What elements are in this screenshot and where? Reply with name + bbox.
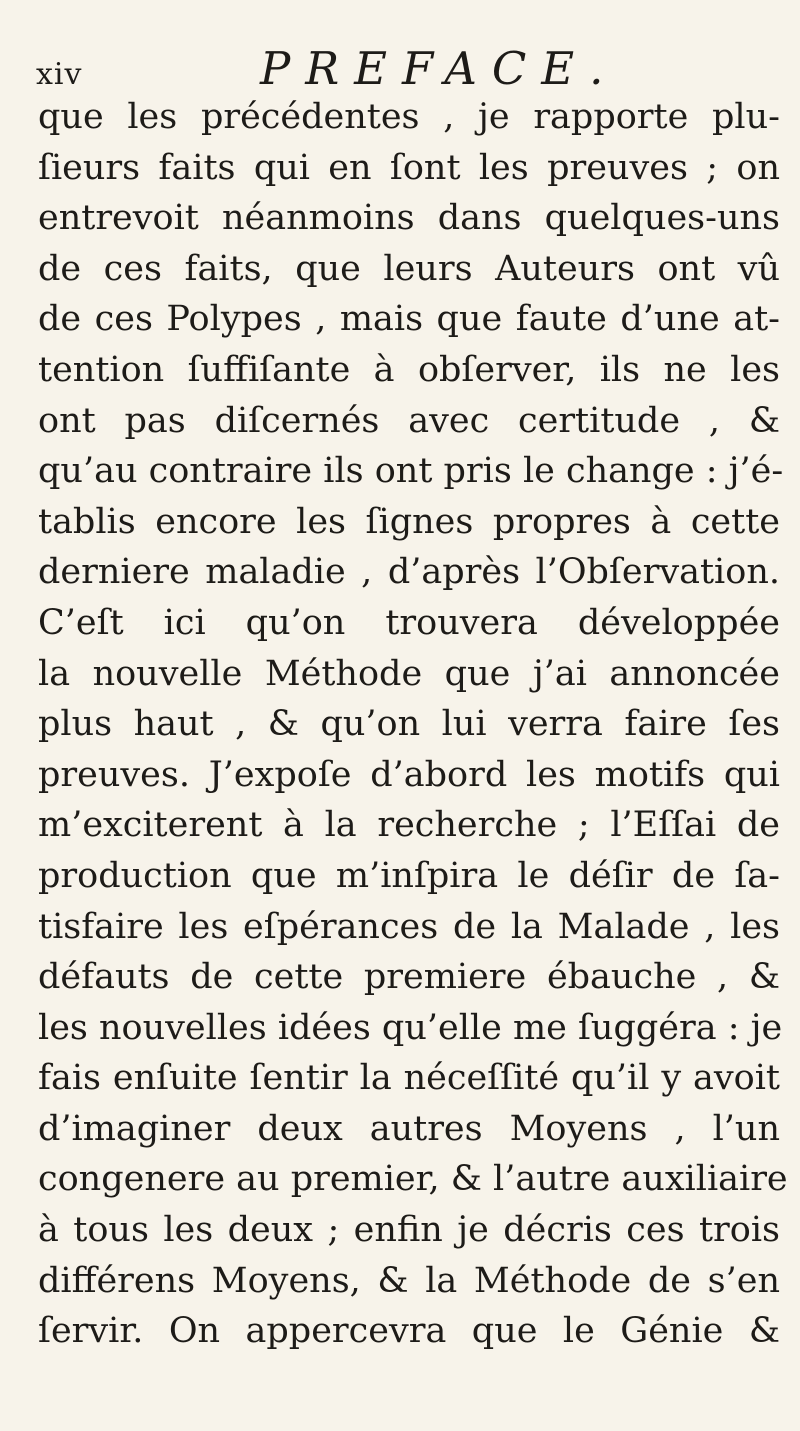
text-line: ſieurs faits qui en ſont les preuves ; on: [38, 147, 780, 188]
text-line: production que m’inſpira le déſir de ſa-: [38, 855, 780, 896]
text-line: entrevoit néanmoins dans quelques-uns: [38, 198, 780, 239]
text-line: les nouvelles idées qu’elle me ſuggéra : je: [38, 1007, 783, 1048]
text-line: d’imaginer deux autres Moyens , l’un: [38, 1108, 780, 1149]
text-line: plus haut , & qu’on lui verra faire ſes: [38, 704, 780, 745]
text-line: différens Moyens, & la Méthode de s’en: [38, 1260, 780, 1301]
page-number: xiv: [36, 57, 83, 92]
text-line: congenere au premier, & l’autre auxiliaire: [38, 1159, 788, 1200]
running-head: PREFACE.: [260, 42, 619, 95]
text-line: qu’au contraire ils ont pris le change : j’é-: [38, 451, 784, 492]
text-line: tisfaire les eſpérances de la Malade , les: [38, 906, 780, 947]
text-line: derniere maladie , d’après l’Obſervation.: [38, 552, 780, 593]
text-line: de ces Polypes , mais que faute d’une at-: [38, 299, 780, 340]
text-line: à tous les deux ; enfin je décris ces trois: [38, 1210, 780, 1251]
text-line: ſervir. On appercevra que le Génie &: [38, 1311, 780, 1352]
text-line: tention ſuffiſante à obſerver, ils ne les: [38, 349, 780, 390]
text-line: que les précédentes , je rapporte plu-: [38, 97, 780, 137]
text-line: preuves. J’expoſe d’abord les motifs qui: [38, 754, 780, 795]
text-line: C’eſt ici qu’on trouvera développée: [38, 602, 780, 643]
text-line: m’exciterent à la recherche ; l’Eſſai de: [38, 805, 780, 846]
text-line: la nouvelle Méthode que j’ai annoncée: [38, 653, 780, 694]
text-line: ont pas diſcernés avec certitude , &: [38, 400, 780, 441]
text-line: défauts de cette premiere ébauche , &: [38, 957, 780, 998]
text-line: fais enſuite ſentir la néceſſité qu’il y avoit: [38, 1058, 780, 1099]
text-line: de ces faits, que leurs Auteurs ont vû: [38, 248, 780, 289]
body-text: [38, 92, 788, 1357]
text-line: tablis encore les ſignes propres à cette: [38, 501, 780, 542]
